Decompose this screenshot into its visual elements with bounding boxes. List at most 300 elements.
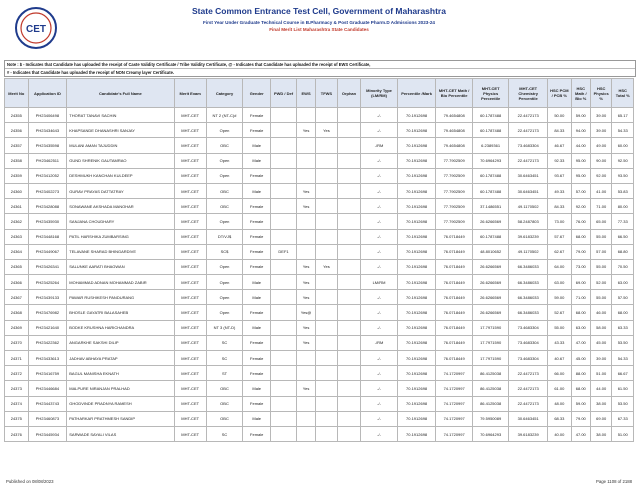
table-cell <box>296 396 315 411</box>
table-cell: MHT-CET <box>174 351 206 366</box>
table-cell: 77.7902509 <box>436 168 472 183</box>
table-cell: 24369 <box>5 320 29 335</box>
table-cell: 70.1912698 <box>397 199 436 214</box>
table-cell: 24370 <box>5 335 29 350</box>
table-cell: Female <box>243 396 271 411</box>
table-row <box>5 290 634 305</box>
table-cell: 77.7902509 <box>436 214 472 229</box>
table-cell: 22.4472173 <box>509 396 548 411</box>
table-cell: Female <box>243 426 271 441</box>
table-cell <box>337 214 361 229</box>
table-cell: 69.00 <box>571 275 590 290</box>
table-cell: 24366 <box>5 275 29 290</box>
table-row <box>5 381 634 396</box>
table-cell <box>271 183 297 198</box>
table-cell <box>337 229 361 244</box>
table-cell: SALUNKE AARATI BHAGWAN <box>67 259 174 274</box>
table-cell: PH23449067 <box>28 244 67 259</box>
table-cell: 70.50 <box>612 259 634 274</box>
table-cell: Male <box>243 138 271 153</box>
table-cell: THORAT TANAVI SACHIN <box>67 108 174 123</box>
table-cell: Female <box>243 229 271 244</box>
table-cell <box>271 259 297 274</box>
table-cell: PH23425264 <box>28 275 67 290</box>
table-cell: MHT-CET <box>174 244 206 259</box>
table-cell: PATHARKAR PRATHMESH SANDIP <box>67 411 174 426</box>
table-cell: MHT-CET <box>174 123 206 138</box>
table-cell: PH23460873 <box>28 411 67 426</box>
table-cell: 44.00 <box>590 381 611 396</box>
table-cell: PH23416759 <box>28 366 67 381</box>
table-cell: 77.33 <box>612 214 634 229</box>
table-cell <box>337 381 361 396</box>
table-cell: 70.1912698 <box>397 214 436 229</box>
table-cell: Female <box>243 351 271 366</box>
column-header: HSC PCM / PCB % <box>548 79 572 108</box>
table-row <box>5 396 634 411</box>
table-cell: -/- <box>361 123 397 138</box>
table-cell: Open <box>206 259 242 274</box>
table-cell: OBC <box>206 381 242 396</box>
table-cell: 70.1912698 <box>397 335 436 350</box>
table-cell: 54.33 <box>612 351 634 366</box>
table-cell: -/- <box>361 396 397 411</box>
table-cell: OBC <box>206 199 242 214</box>
table-cell <box>337 275 361 290</box>
table-cell: GUND SHRENIK GAUTAMRAO <box>67 153 174 168</box>
table-cell: 53.50 <box>612 335 634 350</box>
table-cell: MALPURE NIRANJAN PRALHAD <box>67 381 174 396</box>
table-cell: 68.00 <box>571 229 590 244</box>
table-cell <box>296 411 315 426</box>
table-cell <box>337 335 361 350</box>
table-cell: 79.00 <box>571 244 590 259</box>
table-cell: -/- <box>361 426 397 441</box>
table-cell <box>316 290 337 305</box>
table-cell: -/- <box>361 411 397 426</box>
table-cell: 65.17 <box>612 108 634 123</box>
table-cell: Open <box>206 290 242 305</box>
table-cell: 68.00 <box>571 381 590 396</box>
table-cell: DT/VJ$ <box>206 229 242 244</box>
table-cell: MHT-CET <box>174 381 206 396</box>
table-cell: BAGUL MANISHA EKNATH <box>67 366 174 381</box>
table-cell: 70.1912698 <box>397 168 436 183</box>
table-cell: 49.1170502 <box>509 244 548 259</box>
table-cell: Yes <box>296 259 315 274</box>
table-cell: 77.7902509 <box>436 153 472 168</box>
table-cell: 74.1720997 <box>436 411 472 426</box>
table-cell <box>271 381 297 396</box>
column-header: Orphan <box>337 79 361 108</box>
table-cell: 70.6964293 <box>472 153 508 168</box>
table-cell: 46.00 <box>590 305 611 320</box>
table-cell: 24365 <box>5 259 29 274</box>
table-row <box>5 244 634 259</box>
table-cell: 70.1912698 <box>397 244 436 259</box>
table-cell: 24375 <box>5 411 29 426</box>
table-cell: Yes <box>296 123 315 138</box>
table-cell: SC <box>206 351 242 366</box>
table-cell <box>337 168 361 183</box>
table-cell: -/- <box>361 214 397 229</box>
table-cell <box>271 351 297 366</box>
table-cell: 92.50 <box>612 153 634 168</box>
table-cell: 57.00 <box>590 244 611 259</box>
table-cell: Yes <box>316 259 337 274</box>
table-cell <box>337 426 361 441</box>
table-body <box>5 108 634 442</box>
table-cell: 55.00 <box>548 320 572 335</box>
table-cell: 66.3486033 <box>509 305 548 320</box>
table-cell: MHT-CET <box>174 411 206 426</box>
table-cell: BODKE KRUSHNA HARICHANDRA <box>67 320 174 335</box>
table-cell: 71.00 <box>571 290 590 305</box>
table-cell: Female <box>243 199 271 214</box>
table-cell <box>337 244 361 259</box>
table-cell: 95.00 <box>571 168 590 183</box>
table-cell: 24376 <box>5 426 29 441</box>
table-cell: Female <box>243 305 271 320</box>
column-header: MHT-CET Physics Percentile <box>472 79 508 108</box>
table-cell: Male <box>243 411 271 426</box>
table-cell: -/- <box>361 244 397 259</box>
table-cell <box>296 138 315 153</box>
table-cell: Female <box>243 168 271 183</box>
table-cell <box>316 351 337 366</box>
column-header: Percentile /Mark <box>397 79 436 108</box>
table-cell: 53.83 <box>612 183 634 198</box>
table-cell <box>296 108 315 123</box>
table-cell: 70.1912698 <box>397 396 436 411</box>
table-cell: SARWADE SAYALI VILAS <box>67 426 174 441</box>
column-header: Category <box>206 79 242 108</box>
table-cell: PH23446684 <box>28 381 67 396</box>
table-cell: 39.6183239 <box>509 426 548 441</box>
table-cell: 41.00 <box>590 183 611 198</box>
table-cell: 39.6183239 <box>509 229 548 244</box>
table-cell: 70.1912698 <box>397 426 436 441</box>
table-cell: 74.1720997 <box>436 426 472 441</box>
table-cell: 64.00 <box>548 259 572 274</box>
table-row <box>5 259 634 274</box>
table-cell: Yes <box>296 381 315 396</box>
table-cell: Female <box>243 259 271 274</box>
table-cell: Open <box>206 214 242 229</box>
table-cell: 70.6964293 <box>472 426 508 441</box>
table-cell <box>316 229 337 244</box>
table-cell: 76.0718449 <box>436 320 472 335</box>
column-header: EWS <box>296 79 315 108</box>
table-cell: 59.00 <box>571 108 590 123</box>
table-cell: Yes <box>316 123 337 138</box>
table-cell: 55.00 <box>590 290 611 305</box>
table-cell: 68.00 <box>571 305 590 320</box>
table-cell: 22.4472173 <box>509 153 548 168</box>
table-cell: PH23421640 <box>28 320 67 335</box>
table-cell: Open <box>206 305 242 320</box>
table-cell: Male <box>243 275 271 290</box>
table-cell: 70.1912698 <box>397 381 436 396</box>
table-cell <box>337 183 361 198</box>
table-cell: 92.00 <box>590 168 611 183</box>
table-cell <box>316 396 337 411</box>
table-cell: PAWAR RUSHIKESH PANDURANG <box>67 290 174 305</box>
table-cell: 43.33 <box>548 335 572 350</box>
table-cell: 60.1787488 <box>472 229 508 244</box>
table-cell: 22.4472173 <box>509 108 548 123</box>
table-cell: 24374 <box>5 396 29 411</box>
table-row <box>5 426 634 441</box>
table-cell: ST <box>206 366 242 381</box>
table-cell <box>316 305 337 320</box>
table-cell: MHT-CET <box>174 290 206 305</box>
table-cell: 57.50 <box>612 290 634 305</box>
table-cell: 50.00 <box>548 108 572 123</box>
table-cell: MHT-CET <box>174 259 206 274</box>
table-cell: -/- <box>361 108 397 123</box>
published-date: Published on 08/08/2023 <box>6 479 54 484</box>
table-cell: 93.50 <box>612 168 634 183</box>
table-cell: 70.1912698 <box>397 290 436 305</box>
table-cell: 49.1170502 <box>509 199 548 214</box>
table-cell: BHOSLE GAYATRI BALASAHEB <box>67 305 174 320</box>
table-cell: 24357 <box>5 138 29 153</box>
column-header: PWD / Def <box>271 79 297 108</box>
table-cell: 24359 <box>5 168 29 183</box>
table-cell: 73.4683304 <box>509 335 548 350</box>
column-header: HSC Total % <box>612 79 634 108</box>
table-cell: MHT-CET <box>174 305 206 320</box>
table-cell: MHT-CET <box>174 199 206 214</box>
table-cell: 73.4683304 <box>509 320 548 335</box>
table-cell: MHT-CET <box>174 153 206 168</box>
table-cell <box>316 199 337 214</box>
table-cell <box>337 153 361 168</box>
table-cell <box>271 199 297 214</box>
table-cell <box>337 396 361 411</box>
table-cell: 24355 <box>5 108 29 123</box>
table-cell: 54.33 <box>612 123 634 138</box>
table-cell: 71.00 <box>590 199 611 214</box>
table-cell: 77.7902509 <box>436 199 472 214</box>
table-cell: Male <box>243 290 271 305</box>
table-cell <box>271 411 297 426</box>
table-cell: 90.00 <box>590 153 611 168</box>
table-cell: PH23434643 <box>28 123 67 138</box>
table-cell: 73.4683304 <box>509 138 548 153</box>
table-cell <box>316 244 337 259</box>
table-cell: PH23433613 <box>28 351 67 366</box>
table-cell: 63.33 <box>612 320 634 335</box>
table-cell: Yes <box>296 183 315 198</box>
table-cell: 76.0718449 <box>436 244 472 259</box>
table-cell: 70.1912698 <box>397 351 436 366</box>
table-cell: 24358 <box>5 153 29 168</box>
table-cell <box>296 168 315 183</box>
table-cell: Female <box>243 123 271 138</box>
table-cell: -/- <box>361 320 397 335</box>
column-header: MHT-CET Math / Bio Percentile <box>436 79 472 108</box>
table-cell <box>316 168 337 183</box>
table-cell: 24362 <box>5 214 29 229</box>
table-cell <box>296 229 315 244</box>
table-cell: 67.33 <box>612 411 634 426</box>
table-cell: MHT-CET <box>174 183 206 198</box>
table-cell <box>296 244 315 259</box>
table-cell: 70.1912698 <box>397 138 436 153</box>
table-cell: 86.4125038 <box>472 381 508 396</box>
table-cell: 37.1486551 <box>472 199 508 214</box>
table-cell: 66.50 <box>612 229 634 244</box>
table-cell: 26.6266569 <box>472 290 508 305</box>
table-cell: 45.00 <box>590 335 611 350</box>
table-cell: PATIL HARSHIKA ZUMBARSING <box>67 229 174 244</box>
table-cell <box>337 199 361 214</box>
table-cell: 95.00 <box>571 153 590 168</box>
note-line: # - Indicates that Candidate has uploaded the receipt of NON Creamy layer Certificate. <box>5 68 635 76</box>
table-cell <box>316 320 337 335</box>
table-cell <box>271 138 297 153</box>
table-cell: PH23435930 <box>28 214 67 229</box>
table-cell: Female <box>243 366 271 381</box>
table-cell: 17.7971590 <box>472 320 508 335</box>
table-row <box>5 138 634 153</box>
table-cell: 24361 <box>5 199 29 214</box>
table-cell <box>271 275 297 290</box>
table-cell: 30.6463451 <box>509 168 548 183</box>
table-cell: 57.67 <box>548 229 572 244</box>
table-row <box>5 351 634 366</box>
table-cell: ANGARKHE SAKSHI DILIP <box>67 335 174 350</box>
table-cell <box>271 153 297 168</box>
table-row <box>5 214 634 229</box>
table-cell: 63.00 <box>548 275 572 290</box>
table-cell: SONAWANE AKSHADA MANOHAR <box>67 199 174 214</box>
table-cell: 76.00 <box>571 214 590 229</box>
table-cell: Male <box>243 381 271 396</box>
table-cell: 66.3486033 <box>509 290 548 305</box>
table-cell: -/- <box>361 366 397 381</box>
table-cell: MULANI AMAN TAJUDDIN <box>67 138 174 153</box>
table-cell: 79.00 <box>571 411 590 426</box>
table-cell: 69.00 <box>590 411 611 426</box>
table-cell: TELAVANE SHARAD BHINGARDIVE <box>67 244 174 259</box>
table-cell: SANJANA CHOUDHARY <box>67 214 174 229</box>
table-cell <box>296 351 315 366</box>
table-cell: 76.0718449 <box>436 259 472 274</box>
table-cell <box>271 108 297 123</box>
table-cell <box>271 320 297 335</box>
table-cell: 70.1912698 <box>397 275 436 290</box>
table-cell: 24368 <box>5 305 29 320</box>
table-cell: 51.00 <box>612 426 634 441</box>
table-cell: 76.0718449 <box>436 305 472 320</box>
table-cell: MHT-CET <box>174 320 206 335</box>
table-cell: MHT-CET <box>174 138 206 153</box>
table-cell <box>337 138 361 153</box>
table-cell: PH23412052 <box>28 168 67 183</box>
table-cell: OBC <box>206 183 242 198</box>
table-cell <box>271 229 297 244</box>
table-cell: 73.00 <box>548 214 572 229</box>
table-cell <box>271 396 297 411</box>
table-cell: PH23435598 <box>28 138 67 153</box>
table-cell: -/- <box>361 153 397 168</box>
table-cell: 60.1787488 <box>472 183 508 198</box>
table-cell: 66.00 <box>548 366 572 381</box>
column-header: HSC Math / Bio % <box>571 79 590 108</box>
table-cell: 92.33 <box>548 153 572 168</box>
table-cell: MHT-CET <box>174 168 206 183</box>
table-cell: PH23448168 <box>28 229 67 244</box>
table-cell: GHODVINDE PRADNYA RAMESH <box>67 396 174 411</box>
table-cell: 52.67 <box>548 305 572 320</box>
table-cell <box>316 411 337 426</box>
table-cell: 70.1912698 <box>397 259 436 274</box>
table-cell: 80.00 <box>612 199 634 214</box>
table-cell: SC <box>206 426 242 441</box>
table-cell: 55.00 <box>590 259 611 274</box>
table-cell: 66.3486033 <box>509 275 548 290</box>
table-cell: 39.00 <box>590 108 611 123</box>
table-cell <box>271 426 297 441</box>
table-row <box>5 229 634 244</box>
table-cell: 47.00 <box>571 335 590 350</box>
table-cell: 22.4472173 <box>509 366 548 381</box>
column-header: Merit Exam <box>174 79 206 108</box>
table-cell: 60.00 <box>612 138 634 153</box>
table-cell: 49.33 <box>548 183 572 198</box>
table-cell: 24367 <box>5 290 29 305</box>
table-cell: 73.4683304 <box>509 351 548 366</box>
table-row <box>5 168 634 183</box>
table-cell: 38.00 <box>590 426 611 441</box>
page-subtitle-2: Final Merit List Maharashtra State Candidates <box>269 27 369 32</box>
table-cell: Open <box>206 153 242 168</box>
table-cell: 70.1912698 <box>397 366 436 381</box>
table-cell: MHT-CET <box>174 396 206 411</box>
table-cell: 77.7902509 <box>436 183 472 198</box>
table-cell: 70.1912698 <box>397 229 436 244</box>
table-cell: Yes <box>296 290 315 305</box>
table-cell: 40.67 <box>548 351 572 366</box>
table-row <box>5 411 634 426</box>
table-cell <box>316 214 337 229</box>
table-cell <box>296 214 315 229</box>
table-cell: Female <box>243 244 271 259</box>
table-cell <box>316 138 337 153</box>
table-cell: MHT-CET <box>174 366 206 381</box>
column-header: MHT-CET Chemistry Percentile <box>509 79 548 108</box>
table-cell: 17.7971590 <box>472 335 508 350</box>
table-row <box>5 123 634 138</box>
table-row <box>5 153 634 168</box>
table-cell: 22.4472173 <box>509 381 548 396</box>
table-cell: 39.00 <box>590 351 611 366</box>
table-cell <box>271 168 297 183</box>
table-cell <box>316 183 337 198</box>
table-cell: 26.6266569 <box>472 275 508 290</box>
table-cell <box>337 123 361 138</box>
table-cell: -/- <box>361 305 397 320</box>
table-cell: OBC <box>206 411 242 426</box>
column-header: Minority Type (LM/RM) <box>361 79 397 108</box>
table-cell: Female <box>243 335 271 350</box>
table-cell: 38.00 <box>590 396 611 411</box>
table-cell: PH23422362 <box>28 335 67 350</box>
table-cell: 70.1912698 <box>397 305 436 320</box>
